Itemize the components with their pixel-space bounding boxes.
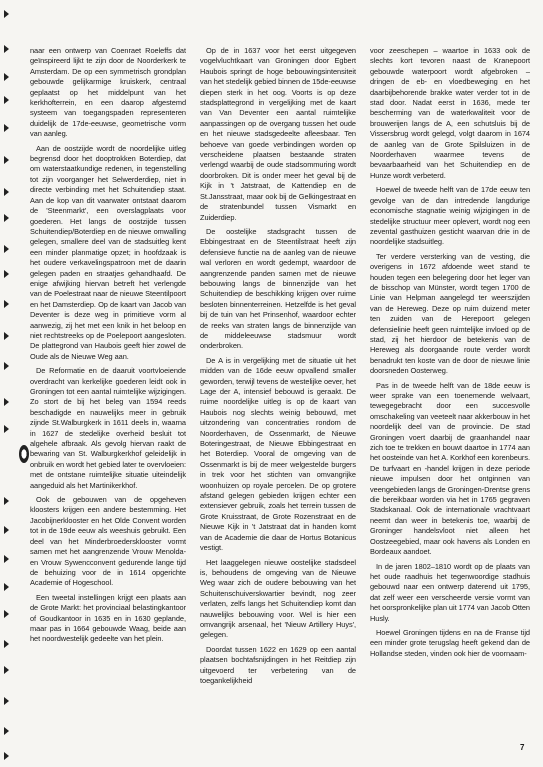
paragraph: Op de in 1637 voor het eerst uitgegeven vogelvluchtkaart van Groningen door Egbert Haubois springt de hoge bebouwingsintensiteit van het stedelijk gebied binnen de 15de-eeuwse diepen sterk in het oog. Voorts is op deze stadsplattegrond in vergelijking met de kaart van Van Deventer een aantal ruimtelijke aanpassingen op de overgang tussen het oude en het nieuwe stadsgedeelte afleesbaar. Ten behoeve van goede verbindingen worden op verscheidene plaatsen bestaande straten verlengd waarbij de oude stadsommuring wordt doorbroken. Dit is onder meer het geval bij de Kijk in 't Jatstraat, de Kattendiep en de St.Jansstraat, maar ook bij de Gelkingestraat en de stratenbundel tussen Vismarkt en Zuiderdiep. xyxy=(200,46,356,222)
binding-mark-icon xyxy=(4,727,9,735)
binding-mark-icon xyxy=(4,697,9,705)
paragraph: Ter verdere versterking van de vesting, die overigens in 1672 afdoende weet stand te houden tegen een belegering door het leger van de bisschop van Münster, wordt tegen 1700 de Linie van Helpman aangelegd ter weerszijden van de Hereweg. Deze op ruim duizend meter ten zuiden van de Herepoort gelegen defensielinie heeft geen ruimtelijke invloed op de stad, zij het hierdoor de betekenis van de Hereweg als doorgaande route verder wordt benadrukt ten koste van de door de nieuwe linie doorsneden Oosterweg. xyxy=(370,251,530,376)
binding-mark-icon xyxy=(4,45,9,53)
paragraph: Pas in de tweede helft van de 18de eeuw is weer sprake van een toenemende welvaart, tewegegebracht door een succesvolle omschakeling van veeteelt naar akkerbouw in het noordelijk deel van de provincie. De stad Groningen voert daarbij de graanhandel naar zich toe te trekken en bouwt daartoe in 1774 aan het oosteinde van het A. Korkhof een korenbeurs. De turfvaart en -handel krijgen in deze periode nieuwe impulsen door het ontginnen van veengebieden langs de Groningen-Drentse grens die bereikbaar worden via het in 1765 gegraven Stadskanaal. Ook de internationale vrachtvaart neemt dan weer in betekenis toe, waarbij de Groninger handelsvloot niet alleen het Oostzeegebied, maar ook havens als Londen en Bordeaux aandoet. xyxy=(370,380,530,557)
binding-margin xyxy=(4,0,16,767)
text-column-2 xyxy=(200,46,356,690)
binding-mark-icon xyxy=(4,96,9,104)
paragraph: De A is in vergelijking met de situatie uit het midden van de 16de eeuw opvallend smaller geworden, terwijl tevens de westelijke oever, het Lage der A, intensief bebouwd is geraakt. De ruime noordelijke uitleg is op de kaart van Haubois nog slechts weinig bebouwd, met uitzondering van concentraties rondom de Noorderhaven, de Ossenmarkt, de Nieuwe Boteringestraat, de Nieuwe Ebbingestraat en het Boterdiep. Vooral de omgeving van de Ossenmarkt is bij de meer welgestelde burgers in trek voor het stichten van omvangrijke woonhuizen op royale percelen. De op grotere afstand gelegen gebieden krijgen echter een extensiever gebruik, zoals het terrein tussen de Grote Kruisstraat, de Grote Rozenstraat en de Nieuwe Kijk in 't Jatstraat dat in handen komt van de Academie die daar de Hortus Botanicus vestigt. xyxy=(200,355,356,553)
paragraph: Hoewel de tweede helft van de 17de eeuw ten gevolge van de dan intredende langdurige economische stagnatie weinig wijzigingen in de stedelijke structuur meer oplevert, wordt nog een zevental gasthuizen gesticht waarvan drie in de noordelijke stadsuitleg. xyxy=(370,185,530,247)
paragraph: De oostelijke stadsgracht tussen de Ebbingestraat en de Steentilstraat heeft zijn defensieve functie na de aanleg van de nieuwe wal verloren en wordt gedempt, waardoor de aangrenzende panden samen met de nieuwe bebouwing langs de binnenzijde van het Schuitendiep de beschikking krijgen over ruime besloten binnenterreinen. Hetzelfde is het geval bij de tuin van het Prinsenhof, waardoor echter de reeks van straten langs de binnenzijde van de middeleeuwse stadsmuur wordt onderbroken. xyxy=(200,226,356,351)
paragraph: Een tweetal instellingen krijgt een plaats aan de Grote Markt: het provinciaal belastingkantoor of Goudkantoor in 1635 en in 1630 geplande, maar pas in 1664 gebouwde Waag, beide aan het noordwestelijk gedeelte van het plein. xyxy=(30,592,186,644)
binding-mark-icon xyxy=(4,300,9,308)
binding-mark-icon xyxy=(4,270,9,278)
binding-mark-icon xyxy=(4,752,9,760)
binding-mark-icon xyxy=(4,124,9,132)
paragraph: Hoewel Groningen tijdens en na de Franse tijd een minder grote terugslag heeft gekend dan de Hollandse steden, vinden ook hier de voornaam- xyxy=(370,627,530,658)
paragraph: In de jaren 1802–1810 wordt op de plaats van het oude raadhuis het tegenwoordige stadhuis gebouwd naar een ontwerp daterend uit 1795, dat zelf weer een verscheerde versie vormt van het oorspronkelijke plan uit 1774 van Jacob Otten Husly. xyxy=(370,561,530,623)
binding-mark-icon xyxy=(4,610,9,618)
binding-mark-icon xyxy=(4,425,9,433)
binding-mark-icon xyxy=(4,583,9,591)
paragraph: Ook de gebouwen van de opgeheven kloosters krijgen een andere bestemming. Het Jacobijnerklooster en het Olde Convent worden tot in de 19de eeuw als weeshuis gebruikt. Een deel van het Minderbroedersklooster vormt samen met het aangrenzende Vrouw Menolda- en Vrouw Sywencconvent gedurende lange tijd de behuizing voor de in 1614 opgerichte Academie of Hogeschool. xyxy=(30,495,186,588)
punch-hole-icon xyxy=(19,445,29,463)
binding-mark-icon xyxy=(4,640,9,648)
paragraph: De Reformatie en de daaruit voortvloeiende overdracht van kerkelijke goederen leidt ook in Groningen tot een aantal ruimtelijke wijzigingen. Zo stort de bij het beleg van 1594 reeds beschadigde en nauwelijks meer in gebruik zijnde St.Walburgkerk in 1611 deels in, waarna in 1627 de stedelijke overheid besluit tot algehele afbraak. Als gevolg hiervan raakt de bewaring van St. Walburgkerkhof geleidelijk in onbruik en wordt het gebied later te overvloeien: met de ontstane ruimtelijke situatie uiteindelijk aangeduid als het Martinikerkhof. xyxy=(30,366,186,490)
binding-mark-icon xyxy=(4,332,9,340)
page-number: 7 xyxy=(520,743,525,752)
binding-mark-icon xyxy=(4,245,9,253)
binding-mark-icon xyxy=(4,362,9,370)
paragraph: naar een ontwerp van Coenraet Roeleffs dat geïnspireerd lijkt te zijn door de Noorderkerk te Amsterdam. De op een symmetrisch grondplan gebouwde gelijkarmige kruiskerk, centraal geplaatst op het middelpunt van het kerkhofterrein, en een daarop afgestemd systeem van toegangspaden representeren duidelijk de 17de-eeuwse, geometrische vorm van aanleg. xyxy=(30,46,186,139)
text-column-3 xyxy=(370,46,530,663)
paragraph: Doordat tussen 1622 en 1629 op een aantal plaatsen bochtafsnijdingen in het Reitdiep zijn uitgevoerd ter verbetering van de toegankelijkheid xyxy=(200,644,356,685)
binding-mark-icon xyxy=(4,156,9,164)
binding-mark-icon xyxy=(4,73,9,81)
binding-mark-icon xyxy=(4,10,9,18)
paragraph: Het laaggelegen nieuwe oostelijke stadsdeel is, behoudens de omgeving van de Nieuwe Weg waar zich de oudere bebouwing van het Schuitenschuiverskwartier bevindt, nog zeer verlaten, zelfs langs het Schuitendiep komt dan nauwelijks bebouwing voor. Wel is hier een omvangrijk arsenaal, het 'Nieuw Artillery Huys', gelegen. xyxy=(200,557,356,640)
binding-mark-icon xyxy=(4,398,9,406)
paragraph: Aan de oostzijde wordt de noordelijke uitleg begrensd door het dooptrokken Boterdiep, dat om waterstaatkundige redenen, in tegenstelling tot zijn voorganger het Selwerderdiep, niet in directe verbinding met het Schuitendiep staat. Aan de kop van dit vaarwater ontstaat daarom de 'Steenmarkt', een overslagplaats voor goederen. Het langs de oostzijde tussen Schuitendiep/Boterdiep en de nieuwe omwalling gelegen, smallere deel van de stadsuitleg kent een minder planmatige opzet; in hoofdzaak is het oudere verkavelingspatroon met de daarin gelegen paden en straatjes gehandhaafd. De enige afwijking hiervan betreft het verlengde van de Poelestraat naar de nieuwe Steentilpoort en het Damsterdiep. Op de kaart van Jacob van Deventer is deze weg in primitieve vorm al aanwezig, zij het met een knik in het beloop en niet rechtstreeks op de Poelepoort aangesloten. De plattegrond van Haubois geeft hier zowel de Oude als de Nieuwe Weg aan. xyxy=(30,143,186,361)
binding-mark-icon xyxy=(4,666,9,674)
binding-mark-icon xyxy=(4,214,9,222)
binding-mark-icon xyxy=(4,555,9,563)
text-column-1 xyxy=(30,46,186,649)
binding-mark-icon xyxy=(4,497,9,505)
paragraph: voor zeeschepen – waartoe in 1633 ook de slechts kort tevoren naast de Kranepoort gebouwde waterpoort wordt afgebroken – dringen de eb- en vloedbeweging en het daarbijbehorende brakke water verder tot in de stad door. Nadat eerst in 1636, mede ter bescherming van de waterkwaliteit voor de brouwerijen langs de A, een schutsluis bij de Vissersbrug wordt gelegd, volgt daarom in 1674 de aanleg van de Grote Spilsluizen in de Noorderhaven waarmee tevens de bevaarbaarheid van het Schuitendiep en de Hunze wordt verbeterd. xyxy=(370,46,530,180)
binding-mark-icon xyxy=(4,188,9,196)
binding-mark-icon xyxy=(4,526,9,534)
